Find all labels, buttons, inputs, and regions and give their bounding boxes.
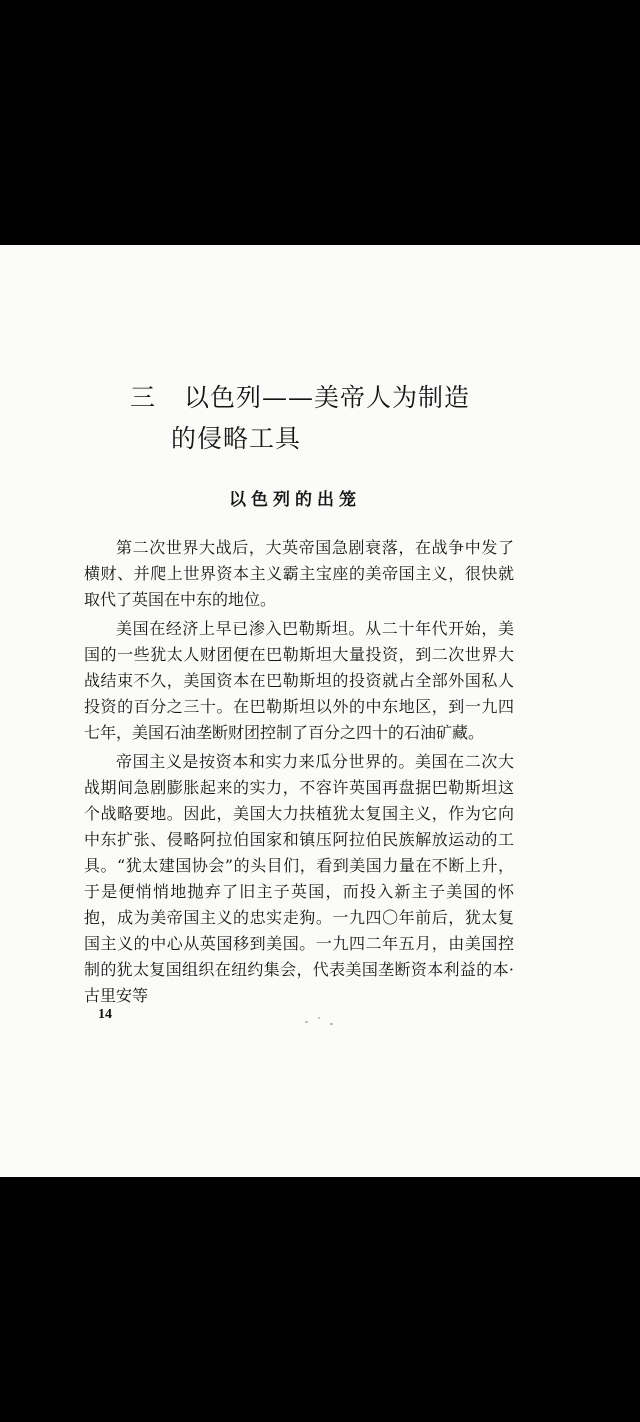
page-number: 14 bbox=[98, 1007, 112, 1022]
scan-speck bbox=[330, 1023, 333, 1025]
paragraph-3: 帝国主义是按资本和实力来瓜分世界的。美国在二次大战期间急剧膨胀起来的实力，不容许英国再盘据巴勒斯坦这个战略要地。因此，美国大力扶植犹太复国主义，作为它向中东扩张、侵略阿拉伯国家和镇压阿拉伯民族解放运动的工具。“犹太建国协会”的头目们，看到美国力量在不断上升，于是便悄悄地抛弃了旧主子英国，而投入新主子美国的怀抱，成为美帝国主义的忠实走狗。一九四〇年前后，犹太复国主义的中心从英国移到美国。一九四二年五月，由美国控制的犹太复国组织在纽约集会，代表美国垄断资本利益的本·古里安等 bbox=[84, 752, 514, 1005]
scan-speck bbox=[305, 1021, 308, 1023]
paragraph-1: 第二次世界大战后，大英帝国急剧衰落，在战争中发了横财、并爬上世界资本主义霸主宝座的美帝国主义，很快就取代了英国在中东的地位。 bbox=[84, 538, 514, 609]
chapter-title-line1: 以色列——美帝人为制造 bbox=[184, 383, 471, 412]
chapter-heading bbox=[130, 377, 590, 459]
chapter-title-line2: 的侵略工具 bbox=[171, 424, 302, 453]
section-title: 以色列的出笼 bbox=[229, 490, 361, 510]
body-text bbox=[84, 535, 514, 1012]
book-page bbox=[0, 245, 640, 1177]
scan-speck bbox=[318, 1017, 320, 1019]
chapter-number: 三 bbox=[130, 383, 157, 412]
paragraph-2: 美国在经济上早已渗入巴勒斯坦。从二十年代开始，美国的一些犹太人财团便在巴勒斯坦大量投资，到二次世界大战结束不久，美国资本在巴勒斯坦的投资就占全部外国私人投资的百分之三十。在巴勒斯坦以外的中东地区，到一九四七年，美国石油垄断财团控制了百分之四十的石油矿藏。 bbox=[84, 619, 514, 742]
